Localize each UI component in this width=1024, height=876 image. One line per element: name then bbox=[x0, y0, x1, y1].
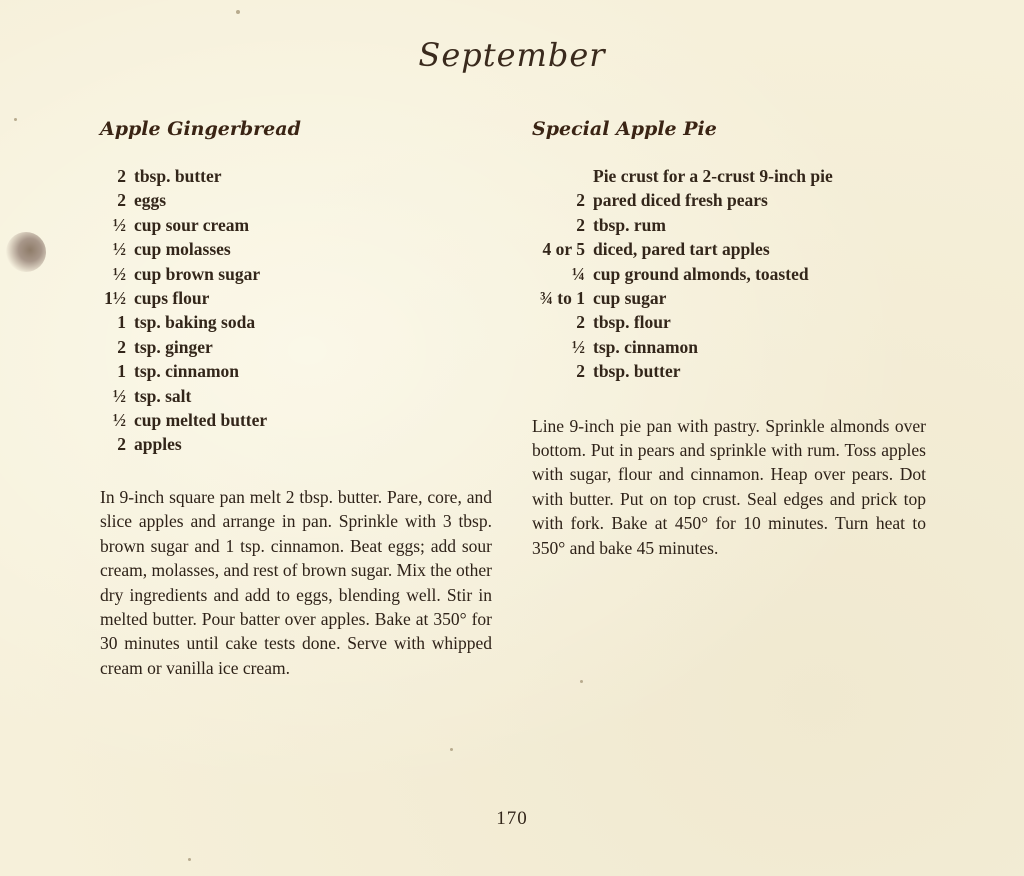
ingredient-row bbox=[532, 188, 926, 212]
paper-speck bbox=[188, 858, 191, 861]
ingredient-qty: ¾ to 1 bbox=[539, 288, 585, 309]
ingredient-qty: 2 bbox=[576, 312, 585, 333]
ingredient-row bbox=[532, 262, 926, 286]
ingredient-qty: 2 bbox=[117, 434, 126, 455]
ingredient-item: diced, pared tart apples bbox=[593, 239, 770, 260]
paper-speck bbox=[236, 10, 240, 14]
ingredient-qty: 1 bbox=[117, 361, 126, 382]
recipe-title-special-apple-pie: Special Apple Pie bbox=[532, 118, 717, 140]
ingredient-qty: ½ bbox=[112, 263, 126, 284]
ingredient-qty: 2 bbox=[576, 190, 585, 211]
recipe-instructions: Line 9-inch pie pan with pastry. Sprinkle almonds over bottom. Put in pears and sprinkle with rum. Toss apples with sugar, flour and cinnamon. Heap over pears. Dot with butter. Put on top crust. Seal edges and prick top with fork. Bake at 450° for 10 minutes. Turn heat to 350° and bake 45 minutes. bbox=[532, 415, 926, 558]
ingredient-qty: ½ bbox=[112, 239, 126, 260]
ingredient-qty: ½ bbox=[112, 385, 126, 406]
right-column bbox=[532, 118, 926, 560]
ingredient-qty: 1 bbox=[117, 312, 126, 333]
ingredient-row bbox=[100, 384, 492, 408]
ingredient-item: tsp. cinnamon bbox=[593, 336, 699, 357]
ingredient-qty: 4 or 5 bbox=[542, 239, 585, 260]
ingredient-item: pared diced fresh pears bbox=[593, 190, 768, 211]
ingredient-row bbox=[100, 262, 492, 286]
ingredient-item: tbsp. flour bbox=[593, 312, 671, 333]
ingredient-row bbox=[100, 408, 492, 432]
ingredient-qty: 2 bbox=[576, 214, 585, 235]
left-column bbox=[100, 118, 492, 680]
ingredient-row bbox=[100, 335, 492, 359]
ingredient-row bbox=[100, 359, 492, 383]
ingredient-item: Pie crust for a 2-crust 9-inch pie bbox=[593, 166, 833, 186]
ingredient-item: tsp. baking soda bbox=[134, 312, 256, 333]
paper-speck bbox=[14, 118, 17, 121]
ingredient-item: tbsp. butter bbox=[593, 361, 681, 382]
ingredient-qty: 2 bbox=[117, 166, 126, 186]
ingredient-qty: 1½ bbox=[104, 288, 126, 309]
recipe-instructions: In 9-inch square pan melt 2 tbsp. butter. Pare, core, and slice apples and arrange in pan. Sprinkle with 3 tbsp. brown sugar and 1 tsp. cinnamon. Beat eggs; add sour cream, molasses, and rest of brown sugar. Mix the other dry ingredients and add to eggs, blending well. Stir in melted butter. Pour batter over apples. Bake at 350° for 30 minutes until cake tests done. Serve with whipped cream or vanilla ice cream. bbox=[100, 486, 492, 678]
ingredient-row bbox=[532, 359, 926, 383]
ingredient-item: tbsp. butter bbox=[134, 166, 222, 186]
ingredient-row bbox=[100, 286, 492, 310]
ingredient-item: tbsp. rum bbox=[593, 214, 666, 235]
ingredient-qty: ½ bbox=[571, 336, 585, 357]
ingredient-item: cup molasses bbox=[134, 239, 231, 260]
ingredient-item: cup brown sugar bbox=[134, 263, 261, 284]
page-number: 170 bbox=[496, 808, 528, 829]
paper-speck bbox=[450, 748, 453, 751]
ingredient-row bbox=[100, 432, 492, 456]
ingredient-row bbox=[532, 164, 926, 188]
ingredient-qty: 2 bbox=[117, 190, 126, 211]
ingredient-row bbox=[100, 164, 492, 188]
ingredient-item: cup melted butter bbox=[134, 410, 268, 431]
ingredient-item: cup sour cream bbox=[134, 214, 250, 235]
ingredient-row bbox=[100, 310, 492, 334]
ingredient-item: cup ground almonds, toasted bbox=[593, 263, 809, 284]
ingredient-row bbox=[100, 188, 492, 212]
paper-speck bbox=[580, 680, 583, 683]
ingredient-row bbox=[532, 286, 926, 310]
ingredient-item: eggs bbox=[134, 190, 167, 211]
ingredient-item: tsp. salt bbox=[134, 385, 192, 406]
ingredient-qty: 2 bbox=[576, 361, 585, 382]
recipe-title-apple-gingerbread: Apple Gingerbread bbox=[100, 118, 301, 140]
ingredient-list bbox=[532, 164, 926, 384]
ingredient-row bbox=[532, 335, 926, 359]
ingredient-item: tsp. cinnamon bbox=[134, 361, 240, 382]
ingredient-qty: ¼ bbox=[571, 263, 585, 284]
ingredient-row bbox=[532, 213, 926, 237]
ingredient-qty: ½ bbox=[112, 410, 126, 431]
ingredient-item: tsp. ginger bbox=[134, 336, 213, 357]
ingredient-row bbox=[532, 310, 926, 334]
ingredient-qty: ½ bbox=[112, 214, 126, 235]
ingredient-item: apples bbox=[134, 434, 182, 455]
ingredient-list bbox=[100, 164, 492, 457]
ingredient-row bbox=[100, 237, 492, 261]
month-title: September bbox=[418, 36, 606, 74]
ingredient-item: cup sugar bbox=[593, 288, 667, 309]
ingredient-qty: 2 bbox=[117, 336, 126, 357]
ingredient-row bbox=[532, 237, 926, 261]
ingredient-item: cups flour bbox=[134, 288, 210, 309]
ingredient-qty bbox=[532, 164, 593, 188]
ingredient-row bbox=[100, 213, 492, 237]
page-stain bbox=[6, 232, 46, 272]
